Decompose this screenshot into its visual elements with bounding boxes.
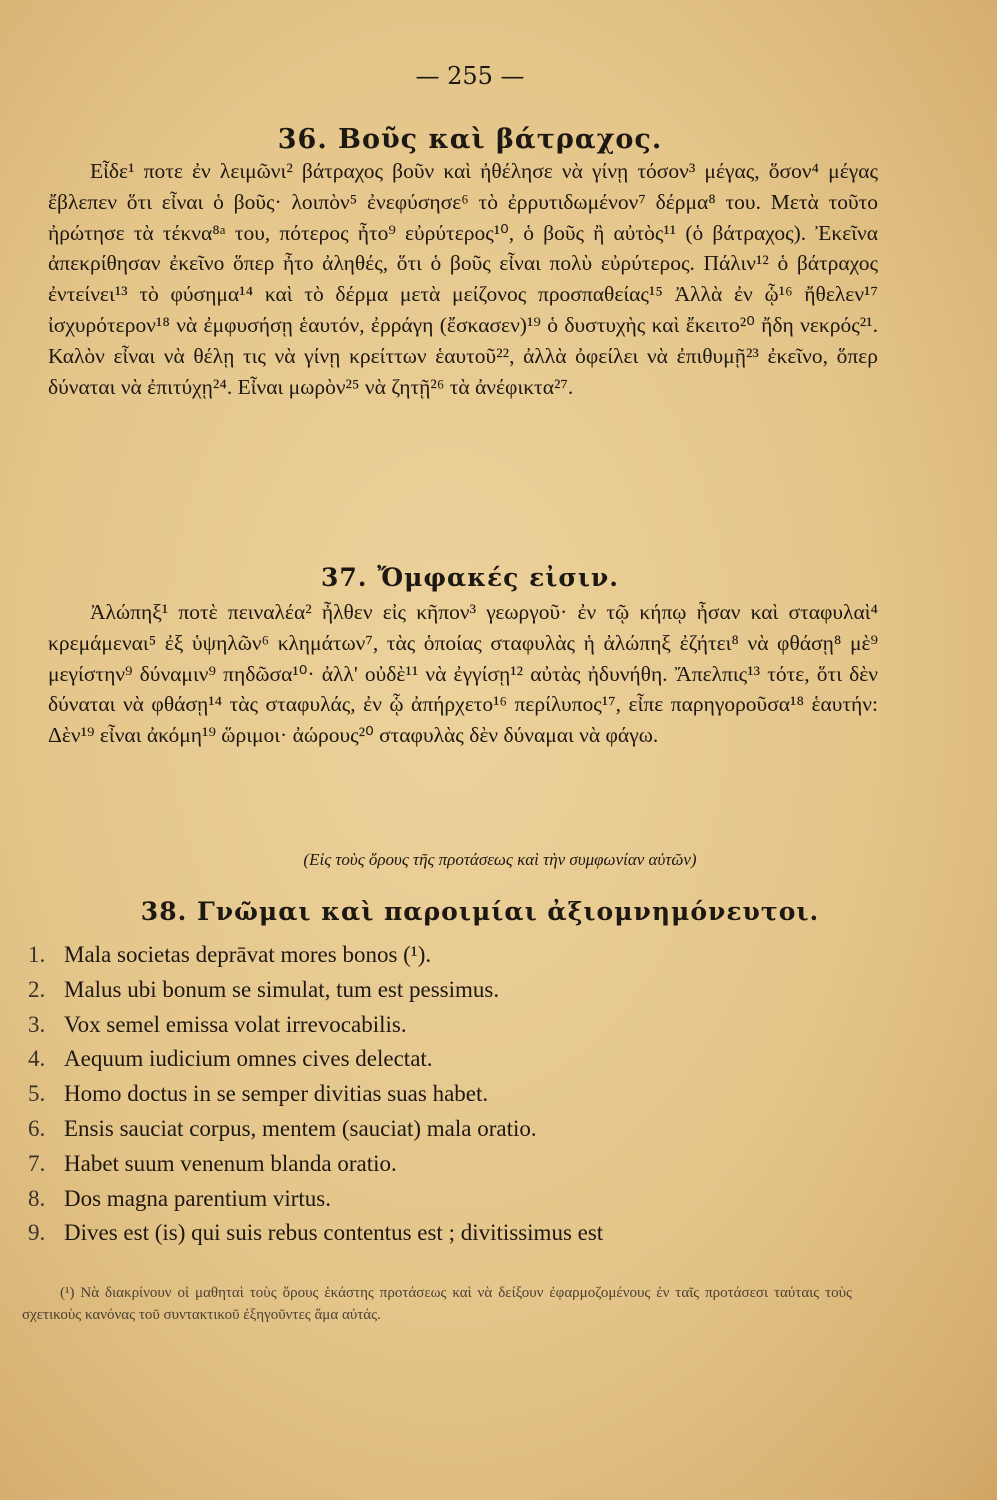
item-number: 6. [28,1115,46,1141]
section-heading-36: 36. Βοῦς καὶ βάτραχος. [277,124,663,155]
item-number: 1. [28,942,46,967]
section-heading-38: 38. Γνῶμαι καὶ παροιμίαι ἀξιομνημόνευτοι. [140,897,820,926]
page-number: — 255 — [415,62,525,90]
item-text: Dives est (is) qui suis rebus contentus est ; divitissimus est [64,1220,604,1246]
list-item [28,1077,868,1112]
list-item [28,1112,868,1147]
item-text: Dos magna parentium virtus. [64,1185,332,1211]
exercise-note: (Εἰς τοὺς ὅρους τῆς προτάσεως καὶ τὴν συμφωνίαν αὐτῶν) [303,850,697,869]
list-item [28,1008,868,1043]
list-item [28,1147,868,1182]
item-text: Ensis sauciat corpus, mentem (sauciat) mala oratio. [64,1115,537,1141]
item-text: Vox semel emissa volat irrevocabilis. [64,1011,407,1037]
list-item [28,1042,868,1077]
item-number: 4. [28,1046,46,1072]
item-number: 8. [28,1185,46,1211]
item-number: 9. [28,1220,46,1246]
section-heading-37: 37. Ὄμφακές εἰσιν. [321,563,619,592]
item-text: Aequum iudicium omnes cives delectat. [64,1046,433,1072]
footnote: (¹) Νὰ διακρίνουν οἱ μαθηταὶ τοὺς ὅρους ἑκάστης προτάσεως καὶ νὰ δείξουν ἐφαρμοζομένους ἐν ταῖς προτάσεσι ταύταις τοὺς σχετικοὺς κανόνας τοῦ συντακτικοῦ ἐξηγοῦντες ἅμα αὐτάς. [22,1285,852,1323]
fable-text-37: Ἀλώπηξ¹ ποτὲ πειναλέα² ἦλθεν εἰς κῆπον³ γεωργοῦ· ἐν τῷ κήπῳ ἦσαν καὶ σταφυλαὶ⁴ κρεμάμεναι⁵ ἐξ ὑψηλῶν⁶ κλημάτων⁷, τὰς ὁποίας σταφυλὰς ἡ ἀλώπηξ ἐζήτει⁸ νὰ φθάσῃ⁸ μὲ⁹ μεγίστην⁹ δύναμιν⁹ πηδῶσα¹⁰· ἀλλ' οὐδὲ¹¹ νὰ ἐγγίσῃ¹² αὐτὰς ἠδυνήθη. Ἄπελπις¹³ τότε, ὅτι δὲν δύναται νὰ φθάσῃ¹⁴ τὰς σταφυλάς, ἐν ᾧ ἀπήρχετο¹⁶ περίλυπος¹⁷, εἶπε παρηγοροῦσα¹⁸ ἑαυτήν: Δὲν¹⁹ εἶναι ἀκόμη¹⁹ ὥριμοι· ἀώρους²⁰ σταφυλὰς δὲν δύναμαι νὰ φάγω. [48,600,878,748]
fable-text-36: Εἶδε¹ ποτε ἐν λειμῶνι² βάτραχος βοῦν καὶ ἠθέλησε νὰ γίνῃ τόσον³ μέγας, ὅσον⁴ μέγας ἔβλεπεν ὅτι εἶναι ὁ βοῦς· λοιπὸν⁵ ἐνεφύσησε⁶ τὸ ἐρρυτιδωμένον⁷ δέρμα⁸ του. Μετὰ τοῦτο ἠρώτησε τὰ τέκνα⁸ᵃ του, πότερος ἦτο⁹ εὐρύτερος¹⁰, ὁ βοῦς ἢ αὐτὸς¹¹ (ὁ βάτραχος). Ἐκεῖνα ἀπεκρίθησαν ἐκεῖνο ὅπερ ἦτο ἀληθές, ὅτι ὁ βοῦς εἶναι πολὺ εὐρύτερος. Πάλιν¹² ὁ βάτραχος ἐντείνει¹³ τὸ φύσημα¹⁴ καὶ τὸ δέρμα μετὰ μείζονος προσπαθείας¹⁵ Ἀλλὰ ἐν ᾧ¹⁶ ἤθελεν¹⁷ ἰσχυρότερον¹⁸ νὰ ἐμφυσήσῃ ἑαυτόν, ἐρράγη (ἔσκασεν)¹⁹ ὁ δυστυχὴς καὶ ἔκειτο²⁰ ἤδη νεκρός²¹. Καλὸν εἶναι νὰ θέλῃ τις νὰ γίνῃ κρείττων ἑαυτοῦ²², ἀλλὰ ὀφείλει νὰ ἐπιθυμῇ²³ ἐκεῖνο, ὅπερ δύναται νὰ ἐπιτύχῃ²⁴. Εἶναι μωρὸν²⁵ νὰ ζητῇ²⁶ τὰ ἀνέφικτα²⁷. [48,159,878,399]
item-text: Habet suum venenum blanda oratio. [64,1150,397,1176]
item-text: Malus ubi bonum se simulat, tum est pessimus. [64,976,500,1002]
item-number: 3. [28,1011,46,1037]
item-text: Mala societas deprāvat mores bonos (¹). [64,942,432,967]
maxims-list [28,938,868,1251]
list-item [28,973,868,1008]
list-item [28,1182,868,1217]
list-item [28,938,868,973]
list-item [28,1216,868,1251]
item-number: 5. [28,1081,46,1107]
item-number: 7. [28,1150,46,1176]
item-text: Homo doctus in se semper divitias suas habet. [64,1081,489,1107]
item-number: 2. [28,976,46,1002]
